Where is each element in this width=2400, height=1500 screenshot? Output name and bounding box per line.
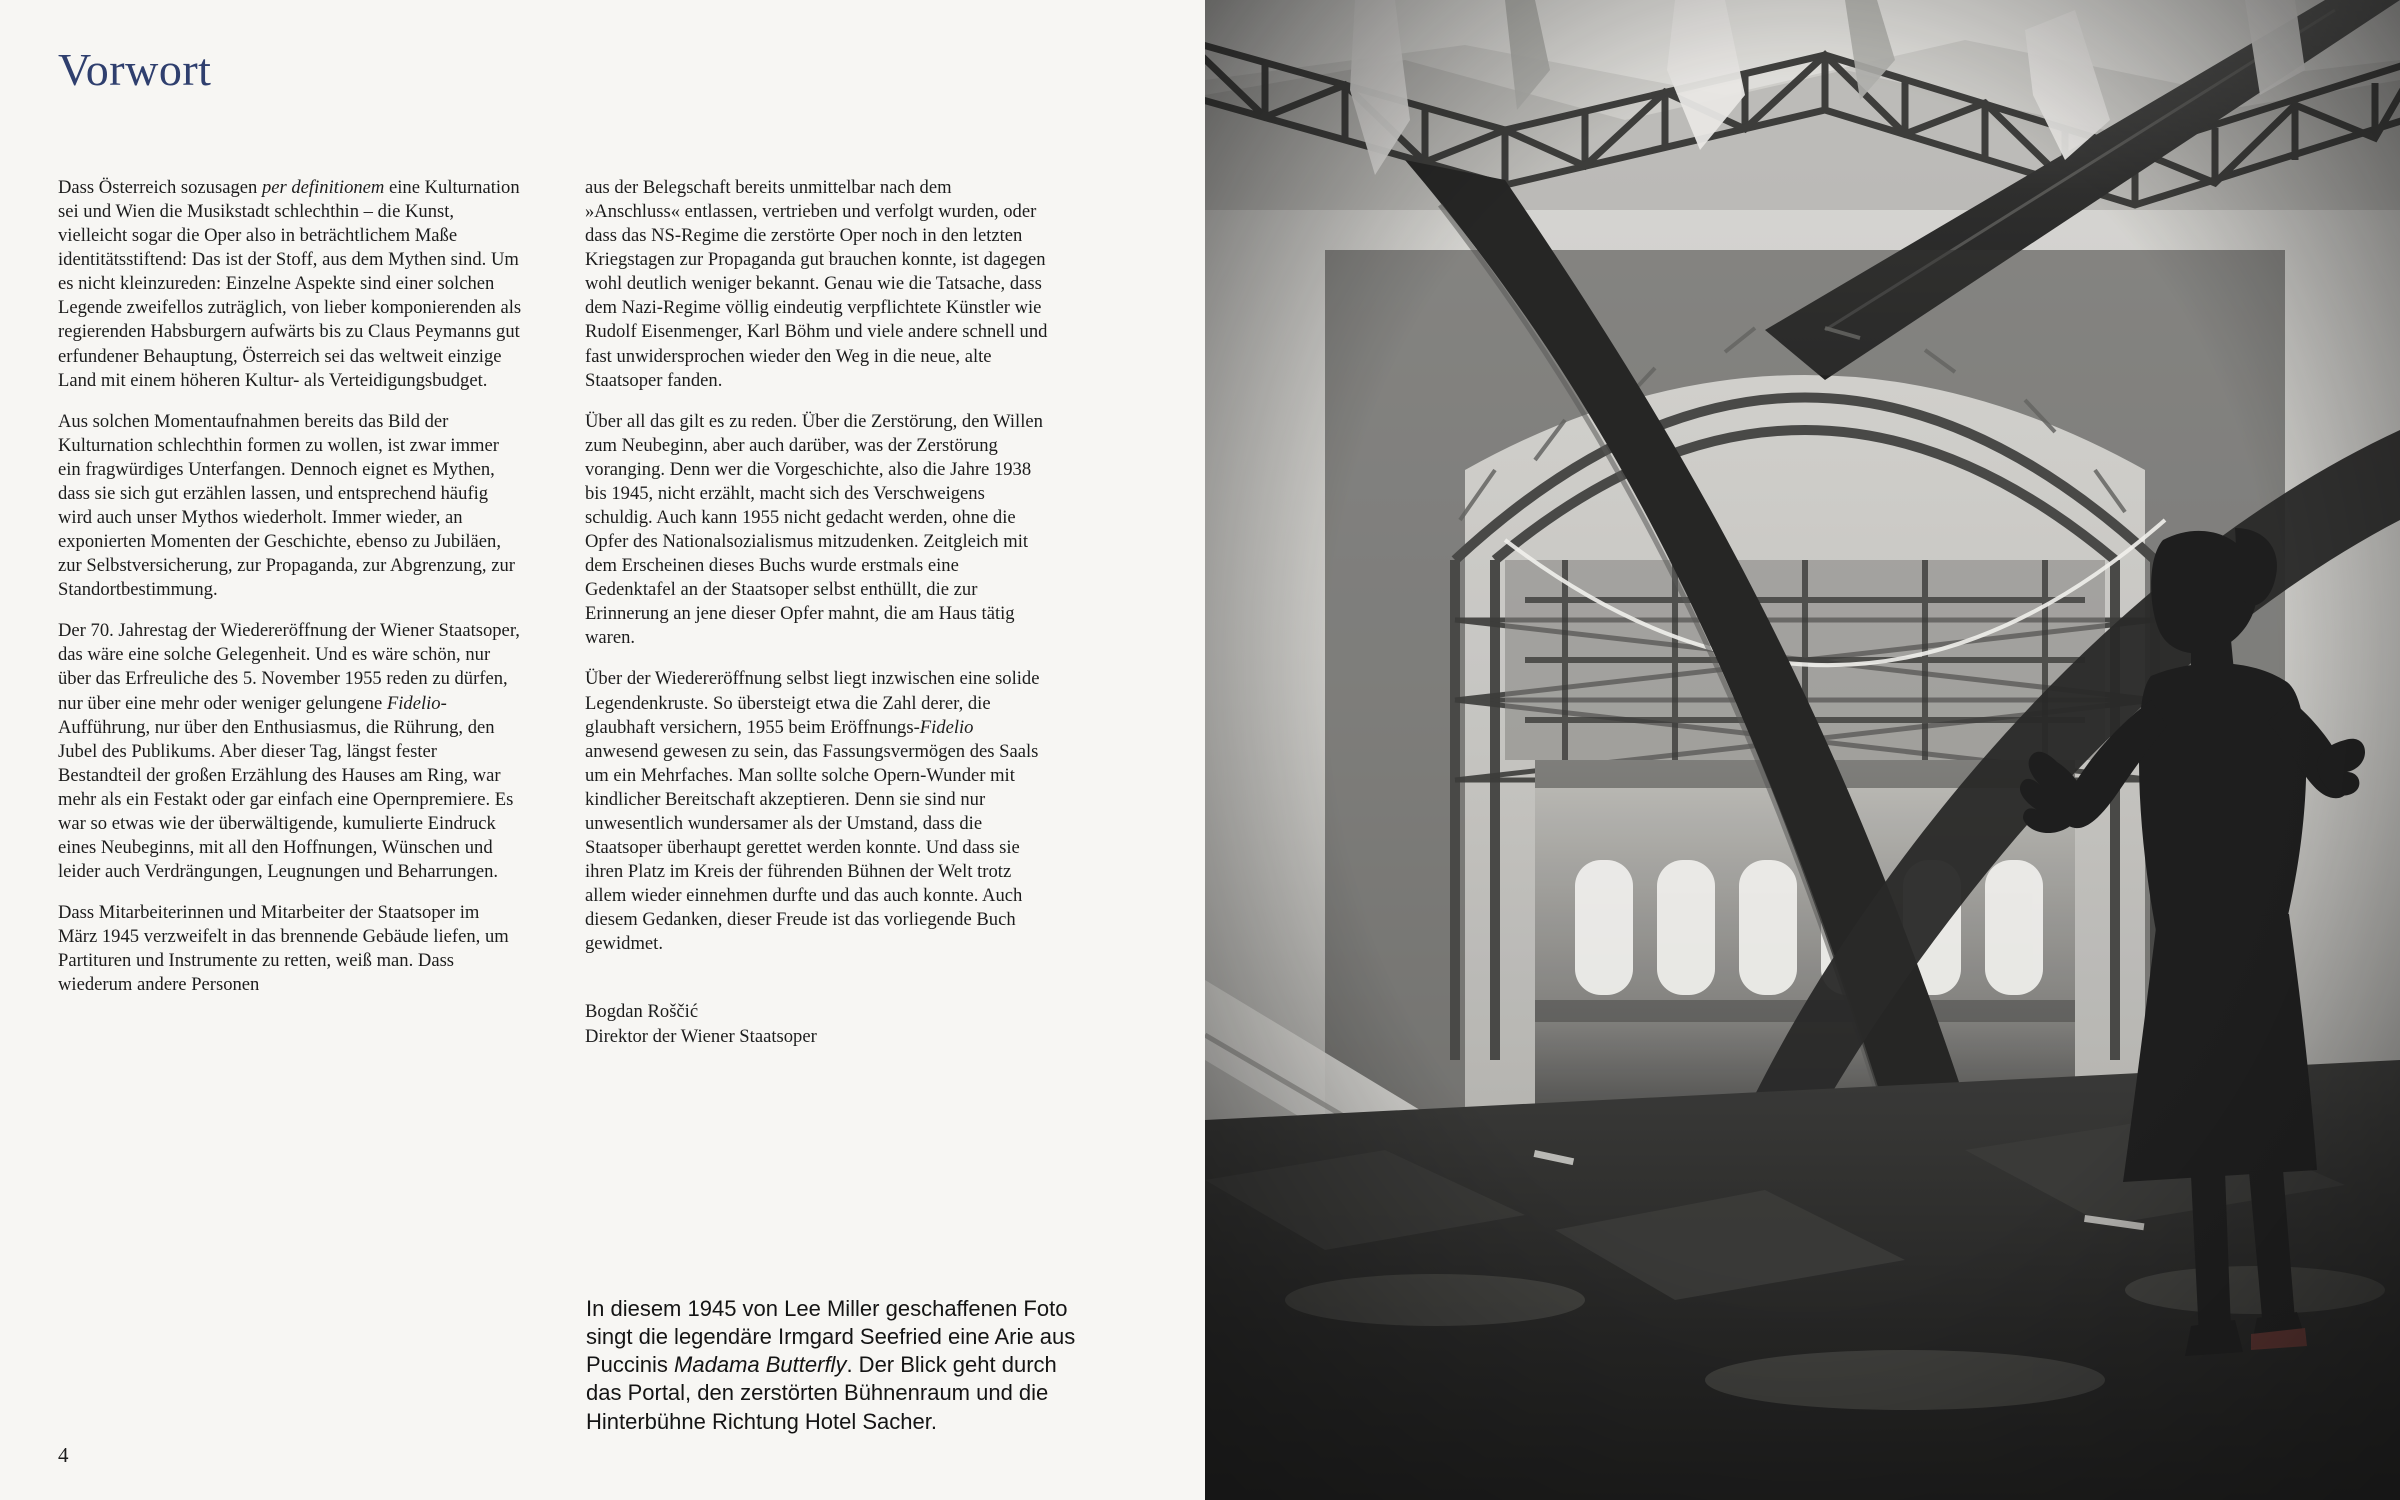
signature-role: Direktor der Wiener Staatsoper [585,1025,817,1047]
page-title: Vorwort [58,44,212,95]
paragraph: Der 70. Jahrestag der Wiedereröffnung der Wiener Staatsoper, das wäre eine solche Gelegenheit. Und es wäre schön, nur über das Erfreuliche des 5. November 1955 reden zu dürfen, nur über eine mehr oder weniger gelungene Fidelio-Aufführung, nur über den Enthusiasmus, die Rührung, den Jubel des Publikums. Aber dieser Tag, längst fester Bestandteil der großen Erzählung des Hauses am Ring, war mehr als ein Festakt oder gar einfach eine Opernpremiere. Es war so etwas wie der überwältigende, kumulierte Eindruck eines Neubeginns, mit all den Hoffnungen, Wünschen und leider auch Verdrängungen, Leugnungen und Beharrungen. [58,620,520,883]
column-left [58,176,523,1066]
paragraph: Dass Mitarbeiterinnen und Mitarbeiter der Staatsoper im März 1945 verzweifelt in das brennende Gebäude liefen, um Partituren und Instrumente zu retten, weiß man. Dass wiederum andere Personen [58,902,509,996]
photo-page [1205,0,2400,1500]
page-number: 4 [58,1443,69,1467]
historic-photo-image [1205,0,2400,1500]
paragraph: Dass Österreich sozusagen per definitionem eine Kulturnation sei und Wien die Musikstadt schlechthin – die Kunst, vielleicht sogar die Oper also in beträchtlichem Maße identitätsstiftend: Das ist der Stoff, aus dem Mythen sind. Um es nicht kleinzureden: Einzelne Aspekte sind einer solchen Legende zweifellos zuträglich, von lieber komponierenden als regierenden Habsburgern aufwärts bis zu Claus Peymanns gut erfundener Behauptung, Österreich sei das weltweit einzige Land mit einem höheren Kultur- als Verteidigungsbudget. [58,177,522,391]
body-columns [58,176,1148,1066]
column-right [585,176,1050,1066]
paragraph: Über all das gilt es zu reden. Über die Zerstörung, den Willen zum Neubeginn, aber auch darüber, was der Zerstörung voranging. Denn wer die Vorgeschichte, also die Jahre 1938 bis 1945, nicht erzählt, macht sich des Verschweigens schuldig. Auch kann 1955 nicht gedacht werden, ohne die Opfer des Nationalsozialismus mitzudenken. Zeitgleich mit dem Erscheinen dieses Buchs wurde erstmals eine Gedenktafel an der Staatsoper selbst enthüllt, die zur Erinnerung an jene dieser Opfer mahnt, die am Haus tätig waren. [585,410,1043,649]
signature-block [585,1000,1050,1048]
paragraph: Aus solchen Momentaufnahmen bereits das Bild der Kulturnation schlechthin formen zu wollen, ist zwar immer ein fragwürdiges Unterfangen. Dennoch eignet es Mythen, dass sie sich gut erzählen lassen, und entsprechend häufig wird auch unser Mythos wiederholt. Immer wieder, an exponierten Momenten der Geschichte, ebenso zu Jubiläen, zur Selbstversicherung, zur Propaganda, zur Abgrenzung, zur Standortbestimmung. [58,410,515,601]
photo-caption: In diesem 1945 von Lee Miller geschaffenen Foto singt die legendäre Irmgard Seefried eine Arie aus Puccinis Madama Butterfly. Der Blick geht durch das Portal, den zerstörten Bühnenraum und die Hinterbühne Richtung Hotel Sacher. [586,1296,1076,1434]
paragraph: Über der Wiedereröffnung selbst liegt inzwischen eine solide Legendenkruste. So übersteigt etwa die Zahl derer, die glaubhaft versichern, 1955 beim Eröffnungs-Fidelio anwesend gewesen zu sein, das Fassungsvermögen des Saals um ein Mehrfaches. Man sollte solche Opern-Wunder mit kindlicher Bereitschaft akzeptieren. Denn sie sind nur unwesentlich wundersamer als der Umstand, dass die Staatsoper überhaupt gerettet werden konnte. Und dass sie ihren Platz im Kreis der führenden Bühnen der Welt trotz allem wieder einnehmen durfte und das auch konnte. Auch diesem Gedanken, dieser Freude ist das vorliegende Buch gewidmet. [585,668,1040,955]
paragraph: aus der Belegschaft bereits unmittelbar nach dem »Anschluss« entlassen, vertrieben und verfolgt wurden, oder dass das NS-Regime die zerstörte Oper noch in den letzten Kriegstagen zur Propaganda gut brauchen konnte, ist dagegen wohl deutlich weniger bekannt. Genau wie die Tatsache, dass dem Nazi-Regime völlig eindeutig verpflichtete Künstler wie Rudolf Eisenmenger, Karl Böhm und viele andere schnell und fast unwidersprochen wieder den Weg in die neue, alte Staatsoper fanden. [585,177,1048,391]
signature-name: Bogdan Roščić [585,1001,699,1023]
